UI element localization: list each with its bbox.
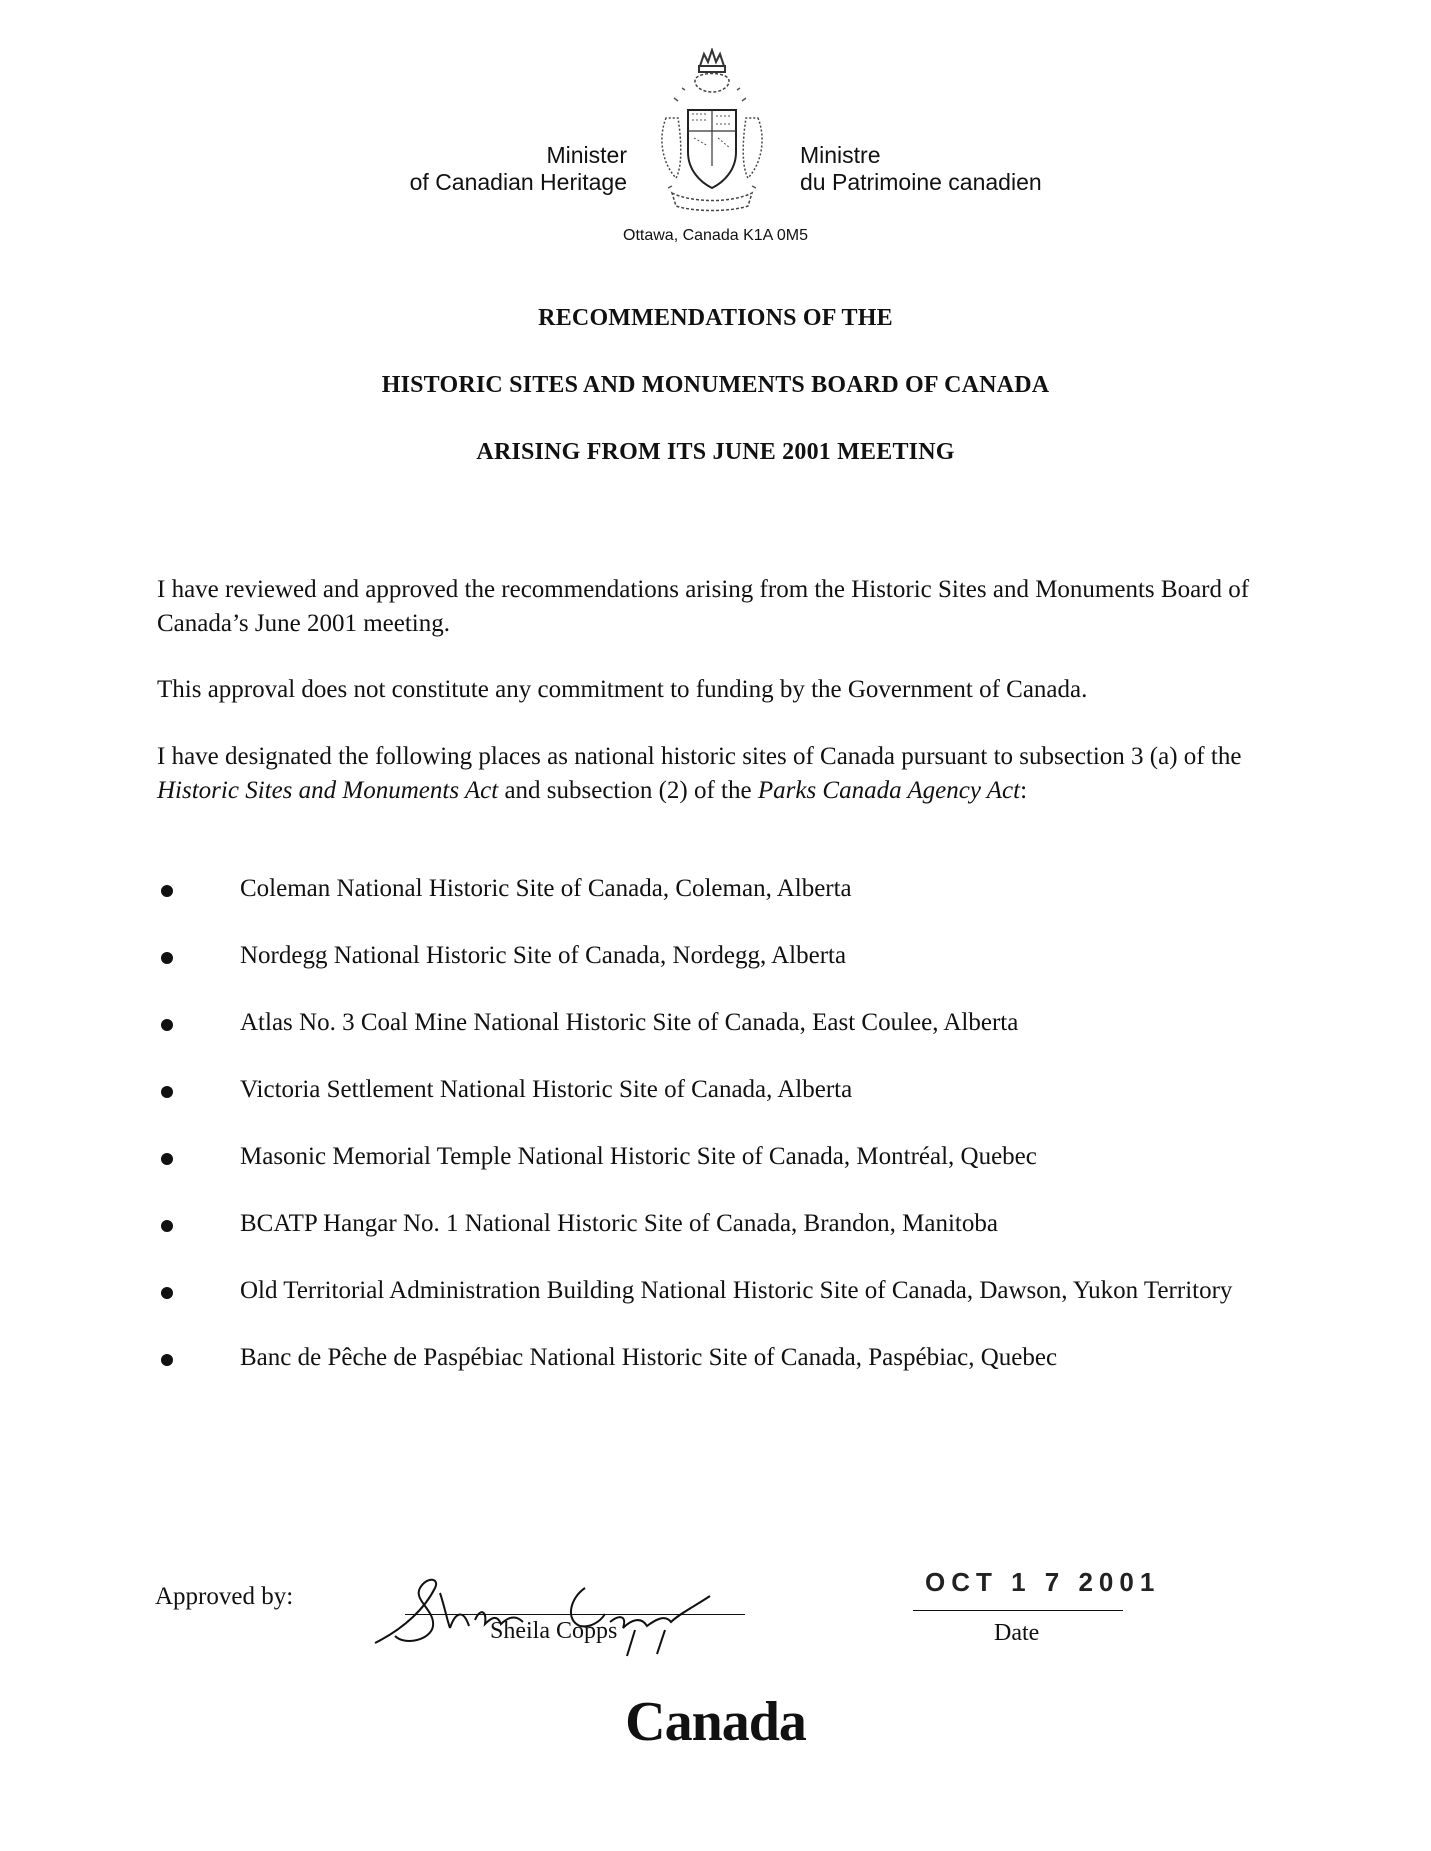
paragraph-approval: I have reviewed and approved the recommendations arising from the Historic Sites and Monuments Board of Canada’s June 2001 meeting. (157, 576, 1250, 637)
approved-by-label: Approved by: (155, 1583, 294, 1610)
historic-sites-act-title: Historic Sites and Monuments Act (157, 777, 499, 804)
title-line-3: ARISING FROM ITS JUNE 2001 MEETING (476, 439, 955, 465)
bullet-icon (161, 1086, 173, 1098)
parks-canada-act-title: Parks Canada Agency Act (757, 777, 1021, 804)
bullet-icon (161, 952, 173, 964)
canada-wordmark: Canada (625, 1691, 806, 1753)
bullet-icon (161, 1153, 173, 1165)
site-name: Old Territorial Administration Building National Historic Site of Canada, Dawson, Yukon Territory (240, 1277, 1233, 1304)
signature-line (405, 1614, 745, 1615)
site-name: BCATP Hangar No. 1 National Historic Site of Canada, Brandon, Manitoba (240, 1210, 998, 1237)
letterhead-english-line2: of Canadian Heritage (409, 169, 627, 195)
letterhead-french (800, 142, 1042, 196)
letterhead-address: Ottawa, Canada K1A 0M5 (623, 227, 808, 244)
signatory-name: Sheila Copps (490, 1618, 618, 1644)
list-item (157, 1073, 1287, 1107)
coat-of-arms-icon (652, 48, 772, 213)
designated-sites-list (157, 872, 1287, 1375)
bullet-icon (161, 1019, 173, 1031)
date-line (913, 1610, 1123, 1611)
designation-text-prefix: I have designated the following places as national historic sites of Canada pursuant to subsection 3 (a) of the (157, 743, 1242, 770)
list-item (157, 1207, 1287, 1241)
site-name: Coleman National Historic Site of Canada, Coleman, Alberta (240, 875, 852, 902)
paragraph-designation (157, 740, 1287, 808)
list-item (157, 872, 1287, 906)
list-item (157, 939, 1287, 973)
date-stamp: OCT 1 7 2001 (925, 1567, 1161, 1597)
site-name: Masonic Memorial Temple National Historic Site of Canada, Montréal, Quebec (240, 1143, 1037, 1170)
designation-text-suffix: : (1020, 777, 1028, 804)
list-item (157, 1140, 1287, 1174)
bullet-icon (161, 1287, 173, 1299)
list-item (157, 1341, 1287, 1375)
letterhead-french-line1: Ministre (800, 142, 881, 168)
paragraph-funding: This approval does not constitute any commitment to funding by the Government of Canada. (157, 676, 1088, 703)
list-item (157, 1274, 1240, 1308)
letterhead-english-line1: Minister (546, 142, 627, 168)
site-name: Victoria Settlement National Historic Site of Canada, Alberta (240, 1076, 853, 1103)
title-line-2: HISTORIC SITES AND MONUMENTS BOARD OF CANADA (381, 372, 1050, 398)
letterhead-french-line2: du Patrimoine canadien (800, 169, 1042, 195)
date-label: Date (994, 1620, 1040, 1646)
bullet-icon (161, 1354, 173, 1366)
designation-text-middle: and subsection (2) of the (498, 777, 758, 804)
site-name: Nordegg National Historic Site of Canada, Nordegg, Alberta (240, 942, 847, 969)
site-name: Banc de Pêche de Paspébiac National Historic Site of Canada, Paspébiac, Quebec (240, 1344, 1058, 1371)
letterhead-english (410, 142, 627, 196)
bullet-icon (161, 885, 173, 897)
bullet-icon (161, 1220, 173, 1232)
title-line-1: RECOMMENDATIONS OF THE (538, 305, 893, 331)
list-item (157, 1006, 1287, 1040)
site-name: Atlas No. 3 Coal Mine National Historic Site of Canada, East Coulee, Alberta (240, 1009, 1019, 1036)
